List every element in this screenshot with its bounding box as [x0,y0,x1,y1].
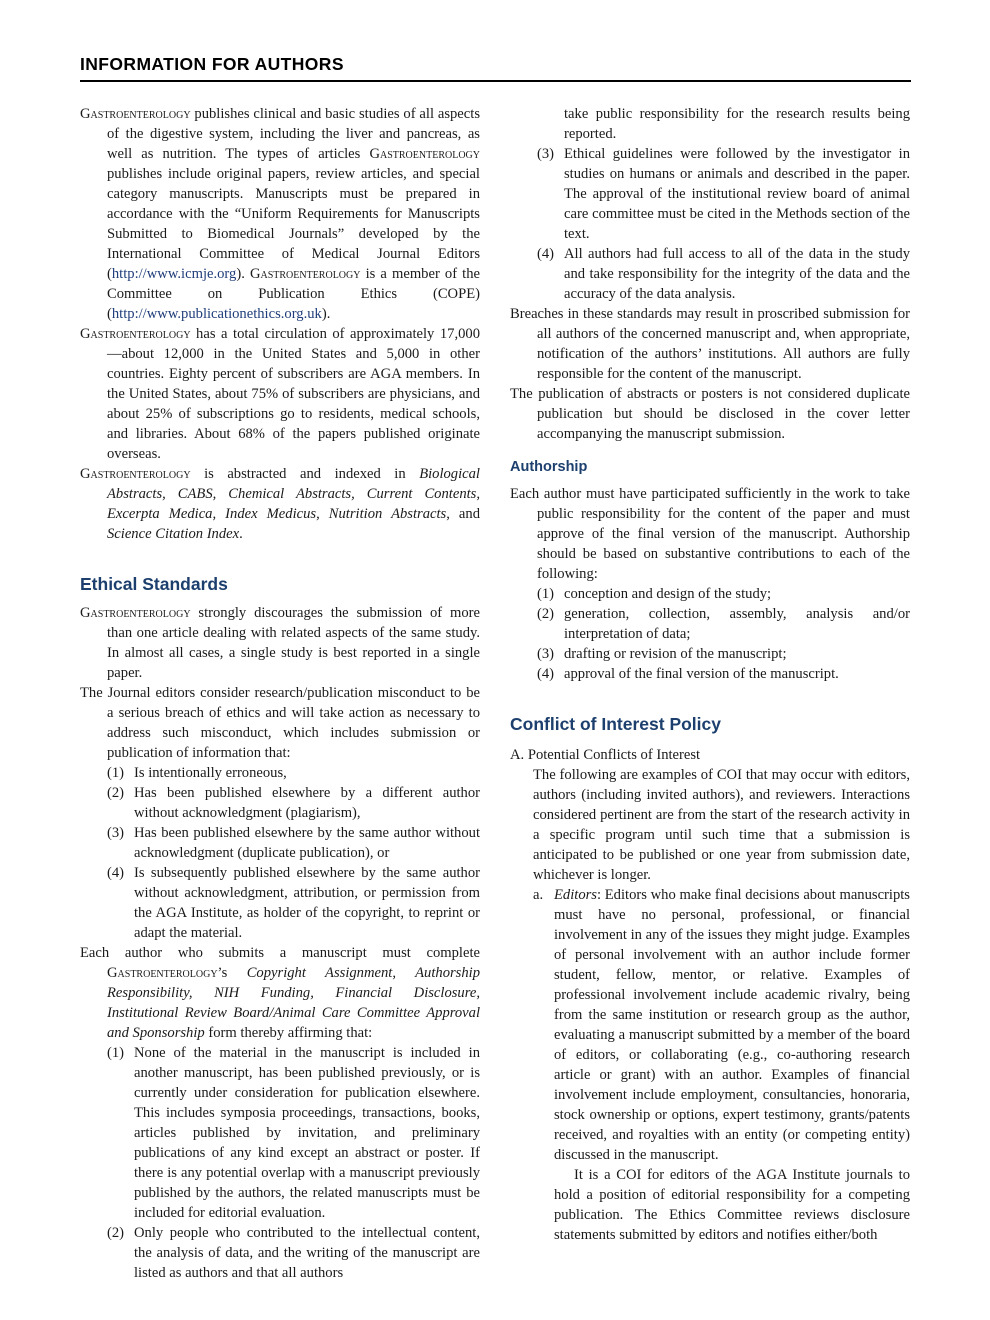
publication-paragraph: The publication of abstracts or posters is not considered duplicate publication but should be disclosed in the cover letter accompanying the manuscript submission. [510,386,910,442]
list-item: (1) None of the material in the manuscript is included in another manuscript, has been published previously, or is currently under consideration for publication elsewhere. This includes symposia proceedings, transactions, books, articles published by invitation, and preliminary publications of any kind except an abstract or poster. If there is any potential overlap with a manuscript previously published by the authors, the related manuscripts must be included for editorial evaluation. [107,1045,480,1221]
authorship-heading: Authorship [510,459,588,475]
journal-name: Gastroenterology [80,106,191,122]
coi-intro-paragraph: The following are examples of COI that may occur with editors, authors (including invited authors), and reviewers. Interactions considered pertinent are from the start of the research activity in a specific program until such time that a submission is anticipated to be published or one year from submission date, whichever is longer. [533,767,910,883]
page-title: INFORMATION FOR AUTHORS [80,54,344,74]
each-author-paragraph: Each author who submits a manuscript must complete Gastroenterology’s Copyright Assignment, Authorship Responsibility, NIH Funding, Financial Disclosure, Institutional Review Board/Animal Care Committee Approval and Sponsorship form thereby affirming that: [80,945,480,1041]
icmje-link[interactable]: http://www.icmje.org [111,266,237,282]
ethical-paragraph-misconduct: The Journal editors consider research/publication misconduct to be a serious breach of ethics and will take action as necessary to address such misconduct, which includes submission or publication of information that: [80,685,480,761]
intro-paragraph-circulation: Gastroenterology has a total circulation of approximately 17,000—about 12,000 in the United States and 5,000 in other countries. Eighty percent of subscribers are AGA members. In the United States, about 75% of subscribers are physicians, and about 25% of subscriptions go to residents, medical schools, and libraries. About 68% of the papers published originate overseas. [80,326,480,462]
intro-paragraph-indexing: Gastroenterology is abstracted and indexed in Biological Abstracts, CABS, Chemical Abstracts, Current Contents, Excerpta Medica, Index Medicus, Nutrition Abstracts, and Science Citation Index. [80,466,480,542]
list-item: a. Editors: Editors who make final decisions about manuscripts must have no personal, professional, or financial involvement in any of the issues they might judge. Examples of personal involvement with an author include former student, fellow, mentor, or relative. Examples of professional involvement include academic rivalry, being from the same institution or research group as the author, evaluating a manuscript submitted by a member of the board of editors, or collaborating (e.g., co-authoring research article or grant) with an author. Examples of financial involvement include employment, consultancies, honoraria, stock ownership or options, expert testimony, grants/patents received, and royalties with an entity (or competing entity) discussed in the manuscript. [533,887,910,1163]
breaches-paragraph: Breaches in these standards may result in proscribed submission for all authors of the concerned manuscript and, when appropriate, notification of the authors’ institutions. All authors are fully responsible for the content of the manuscript. [510,306,910,382]
journal-name: Gastroenterology [369,146,480,162]
list-item: (3) drafting or revision of the manuscript; [537,646,787,662]
ethical-paragraph-duplicate: Gastroenterology strongly discourages the submission of more than one article dealing with related aspects of the same study. In almost all cases, a single study is best reported in a single paper. [80,605,480,681]
journal-name: Gastroenterology [107,965,218,981]
journal-name: Gastroenterology [80,326,191,342]
list-item: (4) Is subsequently published elsewhere by the same author without acknowledgment, attribution, or permission from the AGA Institute, as holder of the copyright, to reprint or adapt the material. [107,865,480,941]
left-column [80,104,480,1283]
list-item: (2) Has been published elsewhere by a different author without acknowledgment (plagiarism), [107,785,480,821]
list-item-continued: take public responsibility for the research results being reported. [564,106,910,142]
authorship-paragraph: Each author must have participated sufficiently in the work to take public responsibility for the content of the paper and must approve of the final version of the manuscript. Authorship should be based on substantive contributions to each of the following: [510,486,910,582]
coi-subheading: A. Potential Conflicts of Interest [510,747,701,763]
journal-name: Gastroenterology [249,266,361,282]
list-item: (2) Only people who contributed to the intellectual content, the analysis of data, and the writing of the manuscript are listed as authors and that all authors [107,1225,480,1281]
list-item: (4) approval of the final version of the manuscript. [537,666,839,682]
list-item: (3) Has been published elsewhere by the same author without acknowledgment (duplicate publication), or [107,825,480,861]
page-header [80,52,911,82]
coi-policy-heading: Conflict of Interest Policy [510,714,721,734]
list-item: (2) generation, collection, assembly, analysis and/or interpretation of data; [537,606,910,642]
right-column [510,104,910,1245]
journal-name: Gastroenterology [80,466,191,482]
list-item: (4) All authors had full access to all of the data in the study and take responsibility for the integrity of the data and the accuracy of the data analysis. [537,246,910,302]
list-item: (1) Is intentionally erroneous, [107,765,287,781]
intro-paragraph-scope: Gastroenterology publishes clinical and basic studies of all aspects of the digestive system, including the liver and pancreas, as well as nutrition. The types of articles Gastroenterology publishes include original papers, review articles, and special category manuscripts. Manuscripts must be prepared in accordance with the “Uniform Requirements for Manuscripts Submitted to Biomedical Journals” developed by the International Committee of Medical Journal Editors (http://www.icmje.org). Gastroenterology is a member of the Committee on Publication Ethics (COPE) (http://www.publicationethics.org.uk). [80,106,480,322]
list-item: (1) conception and design of the study; [537,586,772,602]
cope-link[interactable]: http://www.publicationethics.org.uk [111,306,322,322]
list-item: (3) Ethical guidelines were followed by the investigator in studies on humans or animals and described in the paper. The approval of the institutional review board of animal care committee must be cited in the Methods section of the text. [537,146,910,242]
ethical-standards-heading: Ethical Standards [80,574,228,594]
journal-name: Gastroenterology [80,605,191,621]
coi-editors-paragraph: It is a COI for editors of the AGA Institute journals to hold a position of editorial responsibility for a competing publication. The Ethics Committee reviews disclosure statements submitted by editors and notifies either/both [554,1167,910,1243]
